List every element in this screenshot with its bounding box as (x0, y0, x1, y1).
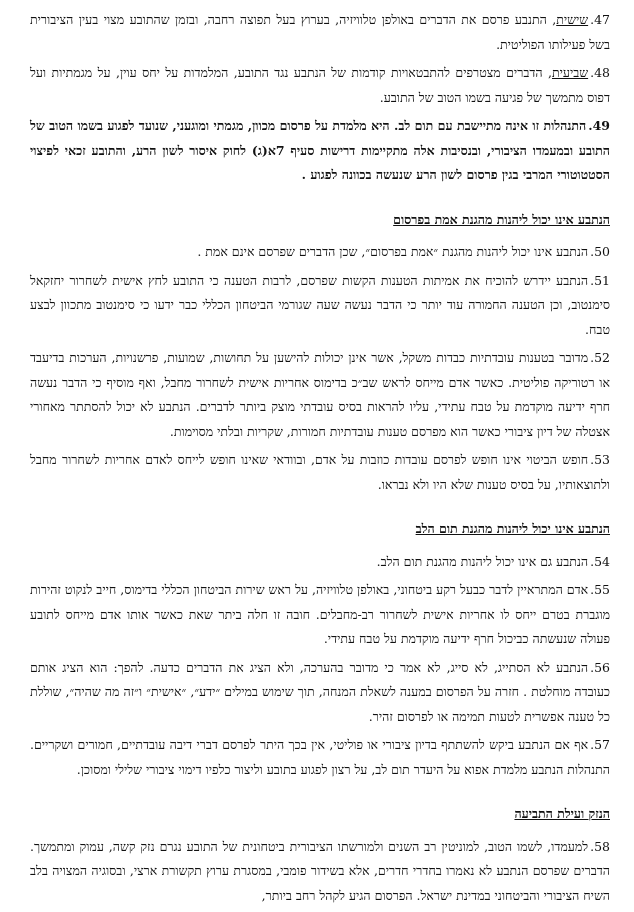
section-heading: הנתבע אינו יכול ליהנות מהגנת תום הלב (415, 521, 610, 536)
section-heading: הנזק ועילת התביעה (514, 806, 610, 821)
paragraph-lead: שביעית (551, 65, 589, 80)
top-paragraphs (30, 8, 610, 188)
paragraph-text: למעמדו, לשמו הטוב, למוניטין רב השנים ולמורשתו הציבורית ביטחונית של התובע נגרם נזק קשה, עמוק ומתמשך. הדברים שפרסם הנתבע לא נאמרו בחדרי חדרים, אלא בשידור פומבי, במסגרת ערוץ תקשורת ארצי, ובסוגיה המצויה בלב השיח הציבורי והביטחוני במדינת ישראל. הפרסום הגיע לקהל רחב ביותר, (30, 838, 610, 903)
paragraph-text: אדם המתראיין לדבר כבעל רקע ביטחוני, באולפן טלוויזיה, על ראש שירות הביטחון הכללי בדימוס, חייב לנקוט זהירות מוגברת בטרם ייחס לו אחריות אישית לשחרור רב-מחבלים. חובה זו חלה ביתר שאת כאשר אותו אדם מייחס לתובע פעולה שנעשתה כביכול חרף ידיעה מוקדמת על טבח עתידי. (30, 582, 610, 646)
paragraph-text: מדובר בטענות עובדתיות כבדות משקל, אשר אינן יכולות להישען על תחושות, שמועות, פרשנויות, הערכות בדיעבד או רטוריקה פוליטית. כאשר אדם מייחס לראש שב״כ בדימוס אחריות אישית לשחרור מחבל, ואף מוסיף כי הדבר נעשה חרף ידיעה מוקדמת על טבח עתידי, עליו להראות בסיס עובדתי מוצק ביותר לדברים. הנתבע לא יכול להסתתר מאחורי אצטלה של דיון ציבורי כאשר הוא מפרסם טענות עובדתיות חמורות, שקריות ובלתי מסוימות. (30, 350, 610, 439)
paragraph-text: הנתבע גם אינו יכול ליהנות מהגנת תום הלב. (376, 553, 589, 569)
paragraph-54 (30, 550, 610, 575)
section-good-faith-defense (30, 517, 610, 782)
paragraph-text: הנתבע אינו יכול ליהנות מהגנת ״אמת בפרסום״, שכן הדברים שפרסם אינם אמת . (197, 244, 589, 259)
paragraph-number: 47. (590, 12, 610, 27)
paragraph-47 (30, 8, 610, 57)
paragraph-51 (30, 269, 610, 343)
paragraph-55 (30, 578, 610, 652)
paragraph-lead: שישית (556, 12, 589, 27)
paragraph-text: אף אם הנתבע ביקש להשתתף בדיון ציבורי או פוליטי, אין בכך היתר לפרסם דברי דיבה עובדתיים, חמורים ושקריים. התנהלות הנתבע מלמדת אפוא על היעדר תום לב, על רצון לפגוע בתובע וליצור כלפיו דימוי ציבורי שלילי ומסוכן. (30, 737, 610, 777)
paragraph-number: 49. (588, 118, 610, 133)
paragraph-number: 57. (590, 737, 610, 752)
paragraph-56 (30, 656, 610, 730)
paragraph-50 (30, 240, 610, 265)
paragraph-49 (30, 114, 610, 188)
paragraph-text: הנתבע לא הסתייג, לא סייג, לא אמר כי מדובר בהערכה, ולא הציג את הדברים כדעה. להפך: הוא הציג אותם כעובדה מוחלטת . חזרה על הפרסום במענה לשאלת המנחה, תוך שימוש במילים ״ידע״, ״אישית״ ו״זה מה שהיה״, שוללת כל טענה אפשרית לטעות תמימה או לפרסום זהיר. (30, 659, 610, 724)
paragraph-text: הנתבע יידרש להוכיח את אמיתות הטענות הקשות שפרסם, לרבות הטענה כי התובע לחץ אישית לשחרור יחזקאל סימנטוב, וכן הטענה החמורה עוד יותר כי הדבר נעשה שעה שגורמי הביטחון הכללי כבר ידעו כי סימנטוב מתכוון לבצע טבח. (30, 272, 610, 337)
paragraph-number: 54. (590, 553, 610, 569)
paragraph-number: 51. (590, 272, 610, 288)
paragraph-48 (30, 61, 610, 110)
paragraph-text: , התנבע פרסם את הדברים באולפן טלוויזיה, בערוץ בעל תפוצה רחבה, ובזמן שהתובע מצוי בעין הציבורית בשל פעילותו הפוליטית. (30, 12, 610, 52)
section-heading: הנתבע אינו יכול ליהנות מהגנת אמת בפרסום (393, 211, 610, 227)
paragraph-text: התנהלות זו אינה מתיישבת עם תום לב. היא מלמדת על פרסום מכוון, מגמתי ומוגעני, שנועד לפגוע בשמו הטוב של התובע ובמעמדו הציבורי, ובנסיבות אלה מתקיימות דרישות סעיף 7א(ג) לחוק איסור לשון הרע, והתובע זכאי לפיצוי הסטטוטורי המרבי בגין פרסום לשון הרע שנעשה בכוונה לפגוע . (30, 118, 610, 182)
paragraph-number: 58. (590, 838, 610, 854)
paragraph-52 (30, 346, 610, 444)
section-truth-defense (30, 208, 610, 498)
paragraph-number: 52. (590, 350, 610, 365)
paragraph-57 (30, 733, 610, 782)
paragraph-text: , הדברים מצטרפים להתבטאויות קודמות של הנתבע נגד התובע, המלמדות על יחס עוין, על מגמתיות ועל דפוס מתמשך של פגיעה בשמו הטוב של התובע. (30, 65, 610, 105)
paragraph-number: 48. (590, 65, 610, 80)
document-page (30, 8, 610, 912)
paragraph-number: 50. (590, 244, 610, 259)
paragraph-number: 55. (590, 582, 610, 597)
paragraph-number: 56. (590, 659, 610, 675)
paragraph-number: 53. (590, 452, 610, 467)
paragraph-53 (30, 448, 610, 497)
paragraph-58 (30, 835, 610, 909)
paragraph-text: חופש הביטוי אינו חופש לפרסם עובדות כוזבות על אדם, ובוודאי שאינו חופש לייחס לאדם אחריות לשחרור מחבל ולתוצאותיו, על בסיס טענות שלא היו ולא נבראו. (30, 452, 610, 492)
